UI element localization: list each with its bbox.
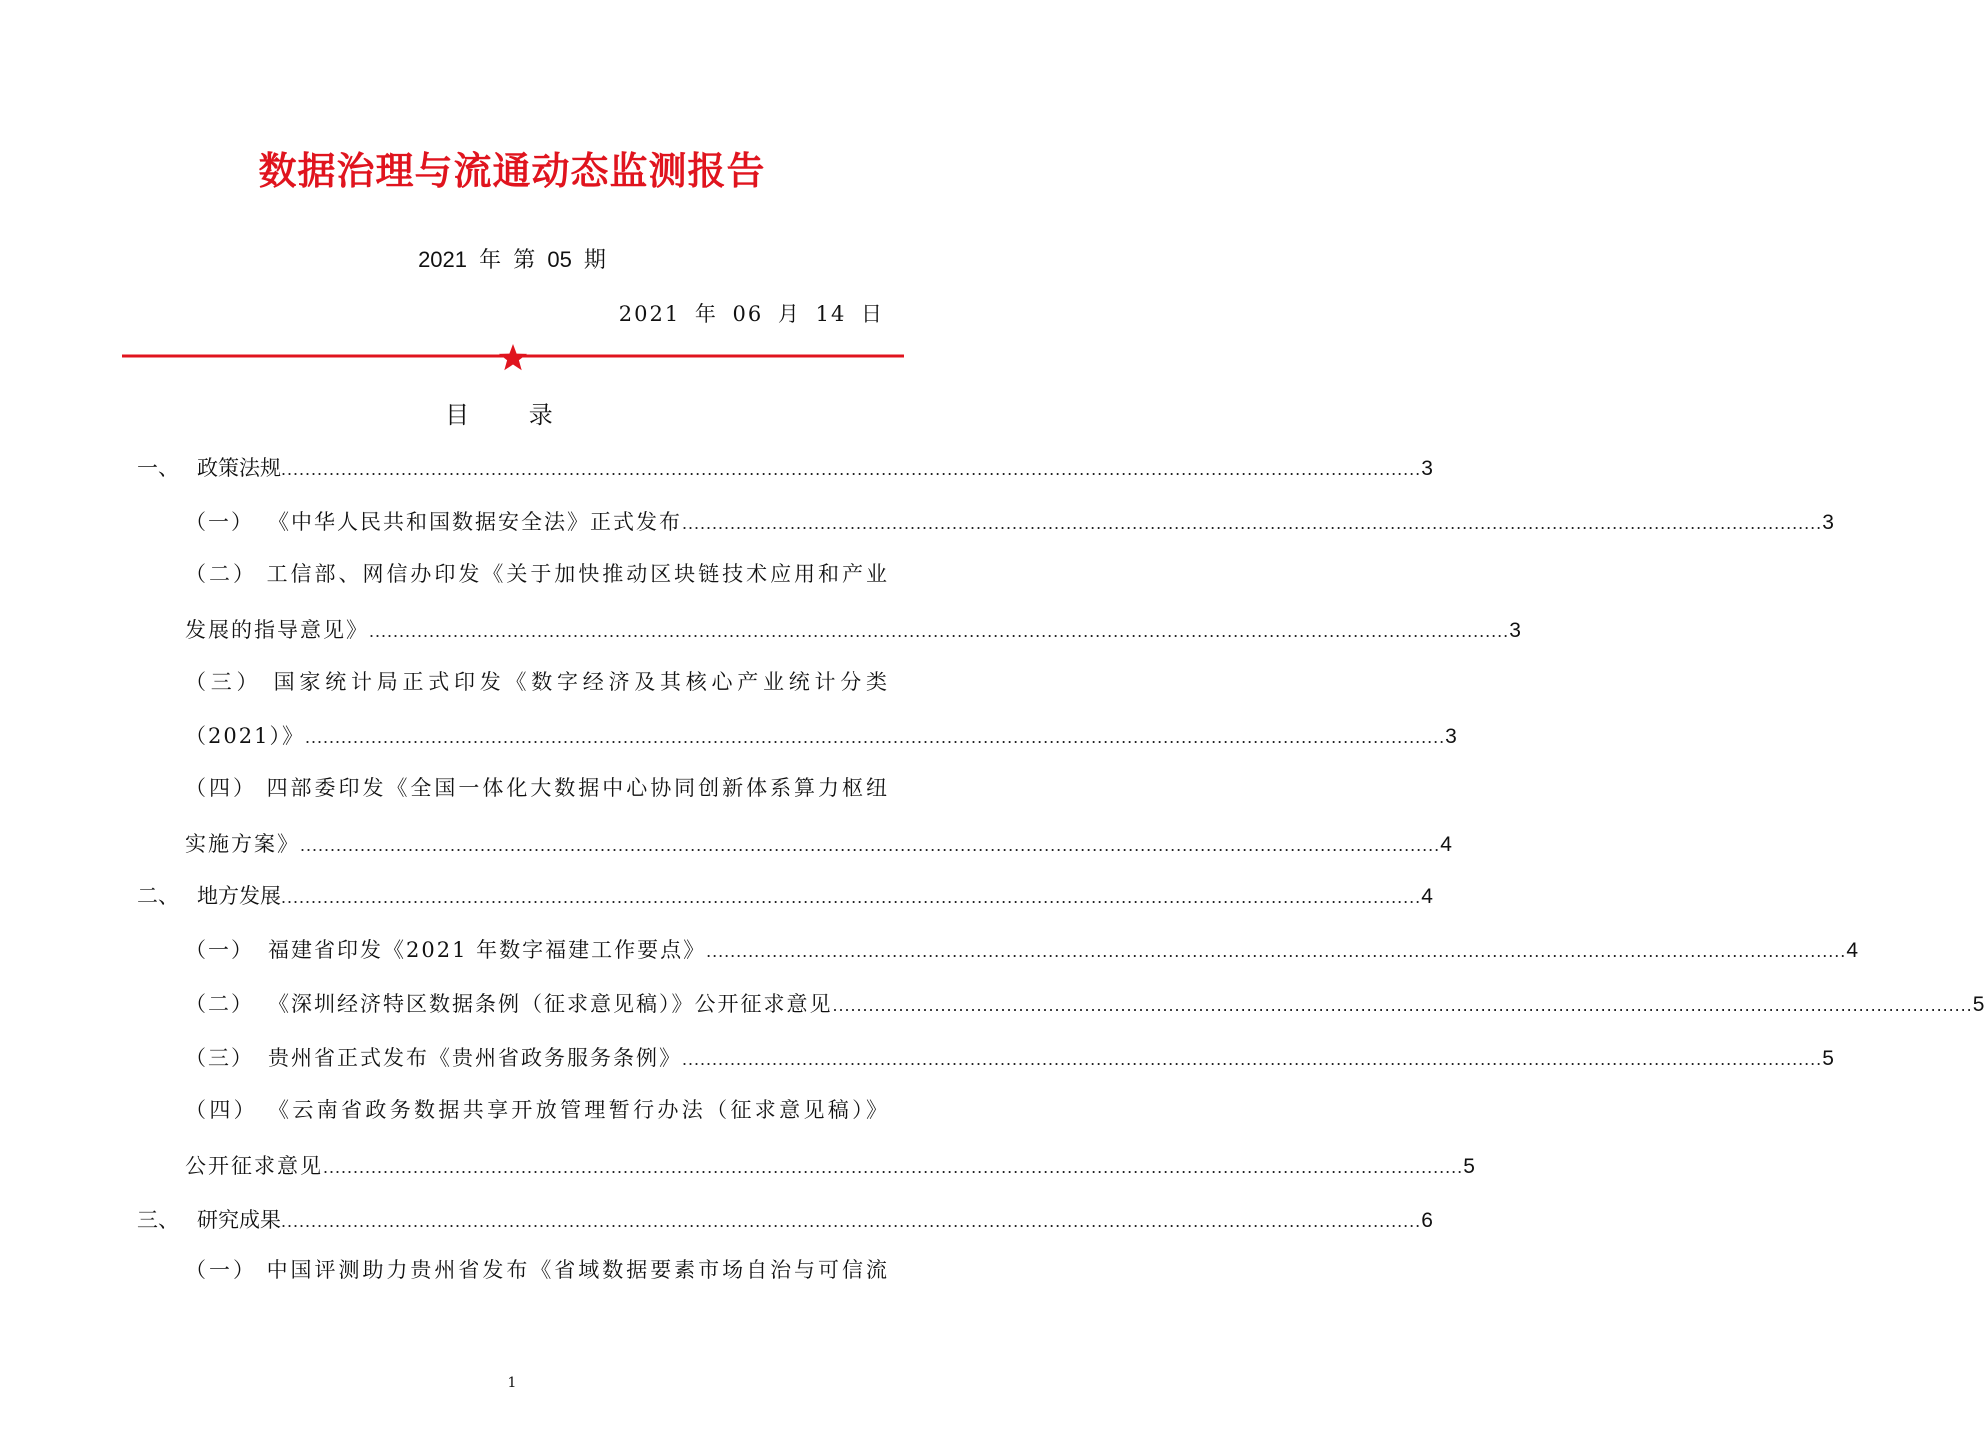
toc-section-title: 地方发展: [197, 885, 281, 908]
toc-page-number: 3: [1421, 457, 1433, 480]
toc-entry-1-4-line1[interactable]: （四） 四部委印发《全国一体化大数据中心协同创新体系算力枢纽: [185, 776, 889, 800]
toc-entry-section-2[interactable]: [137, 880, 1433, 910]
report-title: 数据治理与流通动态监测报告: [258, 148, 766, 193]
toc-item-number: （一）: [185, 510, 254, 534]
toc-page-number: 3: [1445, 725, 1459, 748]
toc-entry-section-3[interactable]: [137, 1204, 1433, 1234]
toc-page-number: 4: [1440, 833, 1454, 856]
page-number-footer: 1: [507, 1375, 517, 1391]
report-date: 2021 年 06 月 14 日: [618, 302, 884, 326]
toc-section-title: 政策法规: [197, 457, 281, 480]
toc-leader-dots: ..............................................................................................................................................................................................: [323, 1157, 1464, 1177]
toc-leader-dots: ..............................................................................................................................................................................................: [304, 727, 1446, 747]
toc-heading: 目 录: [445, 401, 579, 429]
toc-entry-2-4-line2[interactable]: [185, 1150, 1477, 1180]
toc-page-number: 5: [1822, 1047, 1836, 1070]
toc-section-title: 研究成果: [197, 1209, 281, 1232]
toc-leader-dots: ..............................................................................................................................................................................................: [682, 1049, 1823, 1069]
toc-item-title: 福建省印发《2021 年数字福建工作要点》: [268, 938, 707, 962]
toc-leader-dots: ..............................................................................................................................................................................................: [369, 621, 1510, 641]
toc-page-number: 3: [1822, 511, 1836, 534]
toc-entry-1-2-line1[interactable]: （二） 工信部、网信办印发《关于加快推动区块链技术应用和产业: [185, 562, 889, 586]
toc-entry-1-3-line2[interactable]: [185, 720, 1459, 750]
toc-item-title: （2021）》: [185, 724, 305, 748]
toc-leader-dots: ..............................................................................................................................................................................................: [832, 995, 1973, 1015]
toc-page-number: 3: [1509, 619, 1523, 642]
toc-entry-2-4-line1[interactable]: （四） 《云南省政务数据共享开放管理暂行办法（征求意见稿）》: [185, 1098, 889, 1122]
toc-entry-1-1[interactable]: [185, 506, 1836, 536]
toc-page-number: 5: [1972, 993, 1986, 1016]
toc-entry-3-1-line1[interactable]: （一） 中国评测助力贵州省发布《省域数据要素市场自治与可信流: [185, 1258, 889, 1282]
toc-entry-1-4-line2[interactable]: [185, 828, 1454, 858]
toc-leader-dots: ..............................................................................................................................................................................................: [281, 887, 1422, 907]
toc-item-title: 发展的指导意见》: [185, 618, 369, 642]
red-star-divider: [122, 344, 904, 380]
issue-number: 2021 年 第 05 期: [418, 247, 606, 272]
toc-leader-dots: ..............................................................................................................................................................................................: [706, 941, 1847, 961]
toc-page-number: 4: [1421, 885, 1433, 908]
toc-entry-2-1[interactable]: [185, 934, 1860, 964]
toc-page-number: 5: [1463, 1155, 1477, 1178]
toc-section-number: 二、: [137, 885, 179, 908]
toc-section-number: 一、: [137, 457, 179, 480]
toc-page-number: 4: [1846, 939, 1860, 962]
toc-item-title: 《中华人民共和国数据安全法》正式发布: [268, 510, 682, 534]
toc-leader-dots: ..............................................................................................................................................................................................: [281, 1211, 1422, 1231]
star-icon: [499, 344, 527, 370]
toc-entry-1-3-line1[interactable]: （三） 国家统计局正式印发《数字经济及其核心产业统计分类: [185, 670, 889, 694]
toc-item-title: 贵州省正式发布《贵州省政务服务条例》: [268, 1046, 682, 1070]
toc-leader-dots: ..............................................................................................................................................................................................: [682, 513, 1823, 533]
toc-item-number: （三）: [185, 1046, 254, 1070]
toc-item-title: 实施方案》: [185, 832, 300, 856]
toc-entry-1-2-line2[interactable]: [185, 614, 1523, 644]
toc-page-number: 6: [1421, 1209, 1433, 1232]
toc-entry-2-2[interactable]: [185, 988, 1986, 1018]
toc-item-title: 《深圳经济特区数据条例（征求意见稿）》公开征求意见: [268, 992, 833, 1016]
toc-entry-2-3[interactable]: [185, 1042, 1836, 1072]
toc-section-number: 三、: [137, 1209, 179, 1232]
toc-leader-dots: ..............................................................................................................................................................................................: [300, 835, 1441, 855]
toc-entry-section-1[interactable]: [137, 452, 1433, 482]
toc-leader-dots: ..............................................................................................................................................................................................: [281, 459, 1422, 479]
toc-item-number: （一）: [185, 938, 254, 962]
toc-item-number: （二）: [185, 992, 254, 1016]
toc-item-title: 公开征求意见: [185, 1154, 323, 1178]
